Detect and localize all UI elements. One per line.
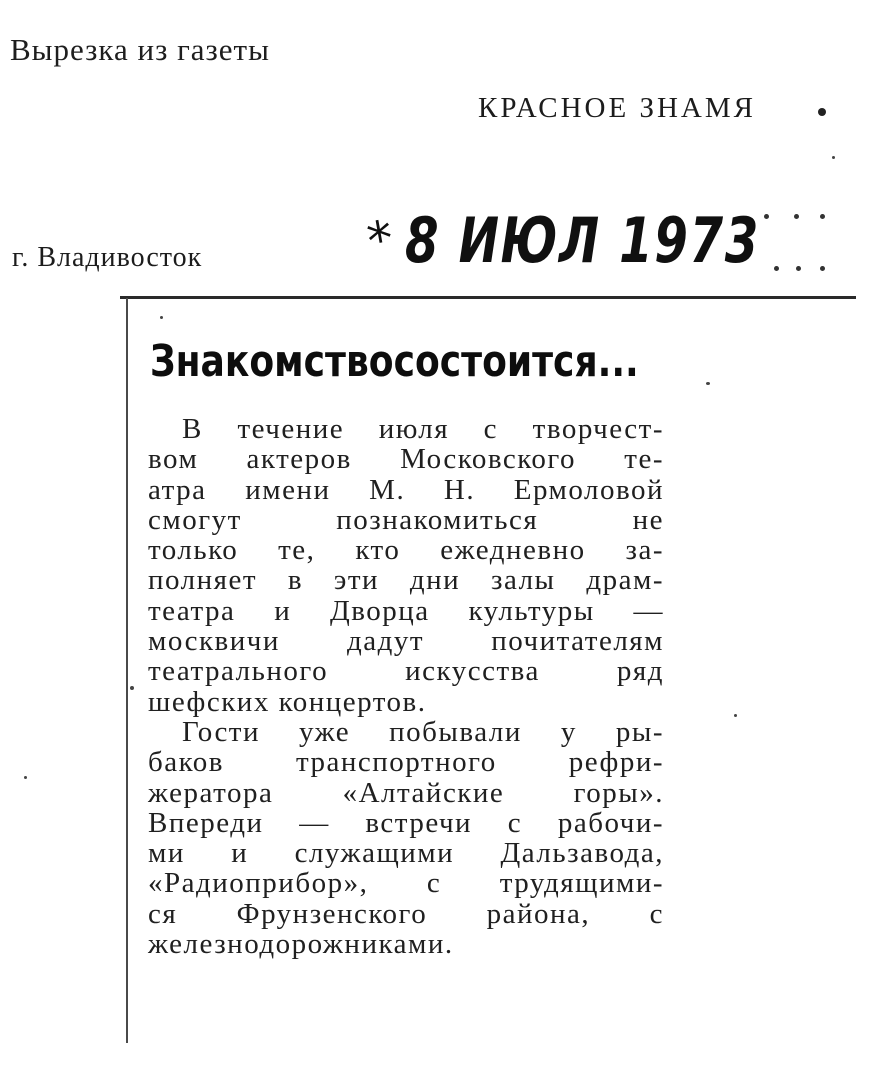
stamp-star-icon: * — [363, 209, 398, 271]
scan-speck — [706, 382, 710, 385]
headline-word-2: состоится... — [393, 336, 639, 387]
article-line: Впереди — встречи с рабочи- — [148, 806, 664, 839]
scan-speck — [130, 686, 134, 690]
article-line: только те, кто ежедневно за- — [148, 534, 664, 567]
article-line: жератора «Алтайские горы». — [148, 776, 664, 809]
article-line: вом актеров Московского те- — [148, 443, 664, 476]
clipping-left-border — [126, 298, 128, 1043]
article-line: атра имени М. Н. Ермоловой — [148, 473, 664, 506]
scan-speck — [832, 156, 835, 159]
article-line: баков транспортного рефри- — [148, 746, 664, 779]
newspaper-name-dot — [818, 108, 826, 116]
scan-speck — [24, 776, 27, 779]
article-line: Гости уже побывали у ры- — [182, 715, 664, 748]
article-line: москвичи дадут почитателям — [148, 625, 664, 658]
article-line: полняет в эти дни залы драм- — [148, 564, 664, 597]
headline-word-1: Знакомство — [150, 336, 394, 387]
article-line: «Радиоприбор», с трудящими- — [148, 867, 664, 900]
article-line: театра и Дворца культуры — — [148, 594, 664, 627]
article-body — [148, 414, 664, 959]
clipping-source-label: Вырезка из газеты — [10, 32, 270, 67]
scan-speck — [160, 316, 163, 319]
article-line: В течение июля с творчест- — [182, 413, 664, 445]
article-line: железнодорожниками. — [148, 928, 454, 961]
article-line: шефских концертов. — [148, 685, 427, 718]
stamp-date: 8 ИЮЛ 1973 — [405, 203, 760, 277]
article-line: смогут познакомиться не — [148, 503, 664, 536]
clipping-top-border — [120, 296, 856, 299]
stamp-dots — [760, 210, 830, 280]
article-headline — [150, 336, 639, 387]
city-label: г. Владивосток — [12, 242, 203, 273]
scan-speck — [734, 714, 737, 717]
article-line: ся Фрунзенского района, с — [148, 897, 664, 930]
newspaper-name: КРАСНОЕ ЗНАМЯ — [478, 92, 756, 124]
article-line: ми и служащими Дальзавода, — [148, 837, 664, 870]
article-line: театрального искусства ряд — [148, 655, 664, 688]
